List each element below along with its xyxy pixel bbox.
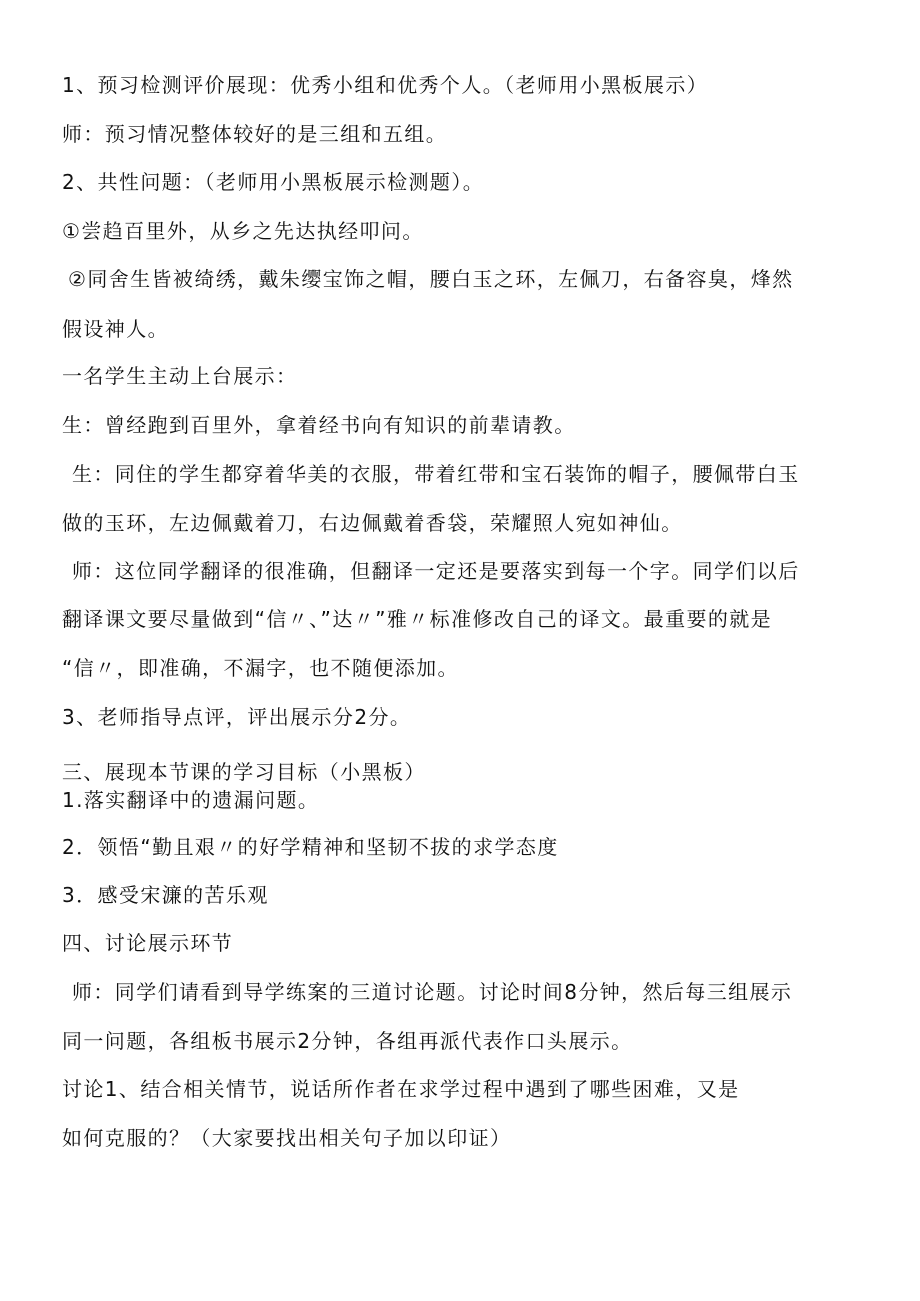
text-line-12: 翻译课文要尽量做到“信〃、”达〃”雅〃标准修改自己的译文。最重要的就是: [62, 607, 773, 631]
text-line-17: 2．领悟“勤且艰〃的好学精神和坚韧不拔的求学态度: [62, 835, 559, 859]
text-line-3: 2、共性问题：（老师用小黑板展示检测题）。: [62, 170, 485, 194]
text-line-4: ①尝趋百里外，从乡之先达执经叩问。: [62, 219, 424, 243]
text-line-10: 做的玉环，左边佩戴着刀，右边佩戴着香袋，荣耀照人宛如神仙。: [62, 511, 683, 535]
text-line-6: 假设神人。: [62, 317, 169, 341]
text-line-9: 生：同住的学生都穿着华美的衣服，带着红带和宝石装饰的帽子，腰佩带白玉: [72, 462, 800, 486]
text-line-11: 师：这位同学翻译的很准确，但翻译一定还是要落实到每一个字。同学们以后: [72, 559, 800, 583]
text-line-5: ②同舍生皆被绮绣，戴朱缨宝饰之帽，腰白玉之环，左佩刀，右备容臭，烽然: [68, 267, 794, 291]
text-line-19: 四、讨论展示环节: [62, 931, 234, 955]
text-line-16: 1.落实翻译中的遗漏问题。: [62, 788, 320, 812]
text-line-1: 1、预习检测评价展现：优秀小组和优秀个人。（老师用小黑板展示）: [62, 73, 709, 97]
text-line-20: 师：同学们请看到导学练案的三道讨论题。讨论时间8分钟，然后每三组展示: [72, 980, 793, 1004]
text-line-8: 生：曾经跑到百里外，拿着经书向有知识的前辈请教。: [62, 413, 576, 437]
text-line-22: 讨论1、结合相关情节，说话所作者在求学过程中遇到了哪些困难，又是: [62, 1077, 740, 1101]
text-line-13: “信〃，即准确，不漏字，也不随便添加。: [62, 656, 459, 680]
text-line-15: 三、展现本节课的学习目标（小黑板）: [62, 760, 426, 784]
text-line-18: 3．感受宋濂的苦乐观: [62, 883, 269, 907]
text-line-2: 师：预习情况整体较好的是三组和五组。: [62, 122, 448, 146]
text-line-14: 3、老师指导点评，评出展示分2分。: [62, 705, 412, 729]
text-line-21: 同一问题，各组板书展示2分钟，各组再派代表作口头展示。: [62, 1029, 633, 1053]
text-line-23: 如何克服的？（大家要找出相关句子加以印证）: [62, 1126, 512, 1150]
text-line-7: 一名学生主动上台展示：: [62, 364, 298, 388]
